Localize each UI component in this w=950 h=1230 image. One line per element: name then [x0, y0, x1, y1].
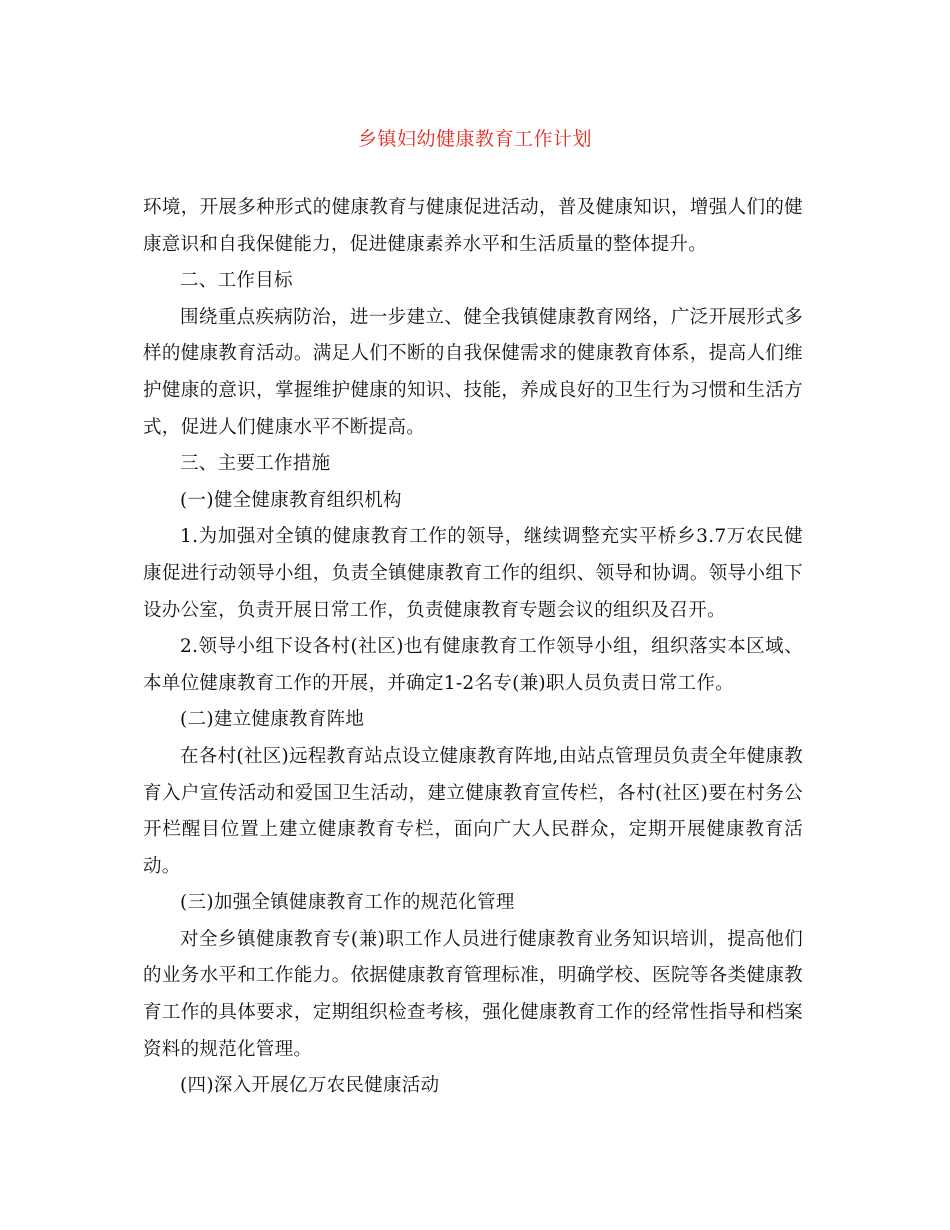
subsection-heading: (三)加强全镇健康教育工作的规范化管理	[180, 892, 515, 914]
paragraph: 在各村(社区)远程教育站点设立健康教育阵地,由站点管理员负责全年健康教育入户宣传活动和爱国卫生活动，建立健康教育宣传栏，各村(社区)要在村务公开栏醒目位置上建立健康教育专栏，面向广大人民群众，定期开展健康教育活动。	[143, 745, 803, 877]
subsection-heading: (一)健全健康教育组织机构	[180, 489, 402, 511]
section-heading: 二、工作目标	[180, 270, 293, 292]
paragraph: 对全乡镇健康教育专(兼)职工作人员进行健康教育业务知识培训，提高他们的业务水平和工作能力。依据健康教育管理标准，明确学校、医院等各类健康教育工作的具体要求，定期组织检查考核，强化健康教育工作的经常性指导和档案资料的规范化管理。	[143, 928, 803, 1060]
subsection-heading: (二)建立健康教育阵地	[180, 709, 365, 731]
paragraph: 1.为加强对全镇的健康教育工作的领导，继续调整充实平桥乡3.7万农民健康促进行动领导小组，负责全镇健康教育工作的组织、领导和协调。领导小组下设办公室，负责开展日常工作，负责健康教育专题会议的组织及召开。	[143, 526, 803, 621]
paragraph: 2.领导小组下设各村(社区)也有健康教育工作领导小组，组织落实本区域、本单位健康教育工作的开展，并确定1-2名专(兼)职人员负责日常工作。	[143, 636, 803, 694]
document-title: 乡镇妇幼健康教育工作计划	[357, 128, 592, 150]
document-body	[143, 190, 803, 1105]
section-heading: 三、主要工作措施	[180, 453, 331, 475]
paragraph: 环境，开展多种形式的健康教育与健康促进活动，普及健康知识，增强人们的健康意识和自我保健能力，促进健康素养水平和生活质量的整体提升。	[143, 197, 803, 255]
subsection-heading: (四)深入开展亿万农民健康活动	[180, 1075, 440, 1097]
paragraph: 围绕重点疾病防治，进一步建立、健全我镇健康教育网络，广泛开展形式多样的健康教育活动。满足人们不断的自我保健需求的健康教育体系，提高人们维护健康的意识，掌握维护健康的知识、技能，养成良好的卫生行为习惯和生活方式，促进人们健康水平不断提高。	[143, 306, 803, 438]
